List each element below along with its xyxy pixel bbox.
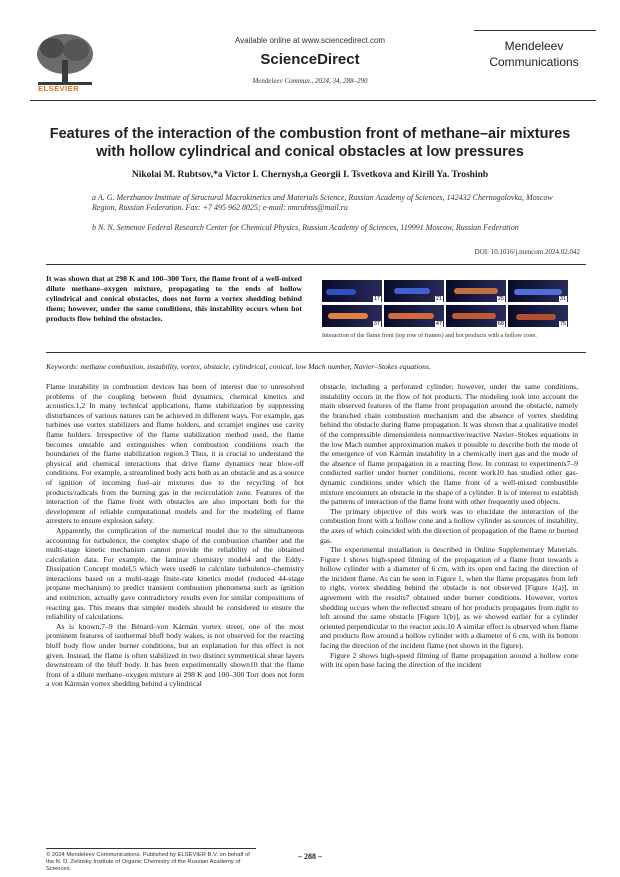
paragraph: Apparently, the complication of the numerical model due to the simultaneous accounting for turbulence, the complex shape of the combustion chamber and the multi-stage kinetic mechanism cannot provide the reliability of the obtained calculation data. For example, the laminar chemistry model4 and the Eddy-Dissipation Concept model,5 which were used6 to calculate turbulence–chemistry interactions based on a multi-stage finite-rate kinetics model (reduced 44-stage propane mechanism) to predict transient combustion phenomena such as ignition and extinction, actually gave contradictory results even for similar compositions of reacting gas. This means that simpler models should be considered to ensure the reliability of calculations. <box>46 525 304 622</box>
paragraph: Flame instability in combustion devices has been of interest due to unresolved problems of the coupling between fluid dynamics, chemical kinetics and acoustics.1,2 In many technical applications, flame stabilization by suppressing disturbances of various natures can be achieved in different ways. For example, gas turbines use vortex stabilizers and flame holders, and scramjet engines use cavity flame holders. Irrespective of the flame stabilization method used, the flame becomes unstable and extinguishes when combustion conditions reach the boundaries of the flame stabilization region.3 Thus, it is crucial to understand the physical and chemical interactions that drive flame dynamics near blow-off conditions. For example, a streamlined body acts both as an obstacle and as a source of ignition of incoming fuel–air mixtures due to the recycling of hot products/radicals from the burning gas in the recirculation zone. Features of the interaction of the flame front with obstacles are also important both for the development of reliable computational models and for the modeling of flame arresters to ensure explosion safety. <box>46 382 304 526</box>
available-online[interactable]: Available online at www.sciencedirect.com <box>234 36 386 45</box>
authors: Nikolai M. Rubtsov,*a Victor I. Chernysh,a Georgii I. Tsvetkova and Kirill Ya. Troshinb <box>131 170 489 180</box>
figure-caption: Interaction of the flame front (top row of frames) and hot products with a hollow cone. <box>322 332 537 339</box>
top-rule <box>474 30 596 31</box>
affiliation-a: a A. G. Merzhanov Institute of Structural Macrokinetics and Materials Science, Russian Academy of Sciences, 142432 Chernogolovka, Moscow Region, Russian Federation. Fax: +7 495 962 8025; e-mail: nmrubtss@mail.ru <box>92 193 553 212</box>
frame-label: 25 <box>497 296 504 302</box>
paragraph: The primary objective of this work was to elucidate the interaction of the combustion front with a hollow cone and a hollow cylinder as sources of instability, the axes of which coincided with the direction of propagation of the flame or burned gas. <box>320 506 578 545</box>
frame-label: 17 <box>373 296 380 302</box>
frame-label: 31 <box>559 296 566 302</box>
frame-7 <box>446 305 506 327</box>
paragraph: Figure 2 shows high-speed filming of flame propagation around a hollow cone with its open base facing the direction of the incident <box>320 650 578 670</box>
frame-2 <box>384 280 444 302</box>
footer-rule <box>46 848 256 849</box>
affiliation-b: b N. N. Semenov Federal Research Center for Chemical Physics, Russian Academy of Sciences, 119991 Moscow, Russian Federation <box>92 223 519 232</box>
body-left-column <box>46 382 304 689</box>
abstract-rule-bottom <box>46 352 586 353</box>
page-number: – 288 – <box>298 852 322 861</box>
frame-label: 68 <box>497 321 504 327</box>
frame-label: 21 <box>435 296 442 302</box>
header-rule <box>30 100 596 101</box>
publisher-name: ELSEVIER <box>38 84 80 93</box>
elsevier-tree-logo <box>30 30 100 92</box>
frame-5 <box>322 305 382 327</box>
paragraph: As is known,7–9 the Bénard–von Kármán vortex street, one of the most prominent features of isothermal bluff body wakes, is not observed for the reacting bluff body flow under burner conditions, but an explanation for this effect is not given. Instead, the flame is often stabilized in two distinct symmetrical shear layers downstream of the bluff body. It has been experimentally shown10 that the flame front of a dilute methane–oxygen mixture at 298 K and 100–300 Torr does not form a von Kármán vortex shedding behind a cylindrical <box>46 621 304 689</box>
body-right-column <box>320 382 578 670</box>
paragraph: The experimental installation is described in Online Supplementary Materials. Figure 1 shows high-speed filming of the propagation of a flame front towards a hollow cylinder with a diameter of 6 cm, with its open end facing the direction of the incident flame. As can be seen in Figure 1, when the flame propagates from left to right, vortex shedding behind the obstacle is not observed [Figure 1(a)], in agreement with the results7 obtained under burner conditions. However, vortex shedding occurs when the reflected stream of hot products propagates from right to left around the same obstacle [Figure 1(b)], as we showed earlier for a cylinder oriented perpendicular to the reactor axis.10 A similar effect is observed when flame and products flow around a hollow cylinder with a diameter of 6 cm, with its bottom facing the direction of the incident flame (not shown in the figure). <box>320 545 578 651</box>
frame-label: 47 <box>435 321 442 327</box>
citation: Mendeleev Commun., 2024, 34, 288–290 <box>252 77 368 85</box>
journal-box: Mendeleev Communications <box>489 39 579 69</box>
frame-8 <box>508 305 568 327</box>
abstract-rule-top <box>46 264 586 265</box>
frame-6 <box>384 305 444 327</box>
paragraph: obstacle, including a perforated cylinder; however, under the same conditions, instability occurs in the flow of hot products. The modeling took into account the main observed features of the flame front propagation around the obstacle, namely the branched chain combustion mechanism and the absence of vortex shedding behind the obstacle during flame propagation. It was shown that a qualitative model of the compressible dimensionless nonreactive/reactive Navier–Stokes equations in the low Mach number approximation makes it possible to describe both the mode of the emergence of von Kármán instability in a chemically inert gas and the mode of the absence of flame propagation in a reacting flow. In contrast to experiments7–9 conducted earlier under burner conditions, recent work10 has studied other gas-dynamic conditions under which the flame front of a well-mixed combustible mixture encounters an obstacle in the shape of a cylinder. It is of interest to establish the patterns of interaction of the flame front with other frequently used objects. <box>320 382 578 507</box>
frame-1 <box>322 280 382 302</box>
keywords: Keywords: methane combustion, instability, vortex, obstacle, cylindrical, conical, low Mach number, Navier–Stokes equations. <box>46 362 431 371</box>
frame-label: 37 <box>373 321 380 327</box>
article-title: Features of the interaction of the combustion front of methane–air mixtures with hollow cylindrical and conical obstacles at low pressures <box>49 126 571 160</box>
copyright: © 2024 Mendeleev Communications. Published by ELSEVIER B.V. on behalf of the N. D. Zelinsky Institute of Organic Chemistry of the Russian Academy of Sciences. <box>46 852 250 872</box>
graphical-abstract-figure <box>322 280 568 328</box>
sciencedirect-logo: ScienceDirect <box>260 51 360 68</box>
abstract: It was shown that at 298 K and 100–300 Torr, the flame front of a well-mixed dilute methane–oxygen mixture, propagating to the ends of hollow cylindrical and conical obstacles, does not form a vortex shedding behind them; however, under the same conditions, this instability occurs when hot products flow behind the obstacles. <box>46 274 302 323</box>
frame-4 <box>508 280 568 302</box>
frame-label: 75 <box>559 321 566 327</box>
frame-3 <box>446 280 506 302</box>
doi[interactable]: DOI: 10.1016/j.mencom.2024.02.042 <box>474 248 580 256</box>
